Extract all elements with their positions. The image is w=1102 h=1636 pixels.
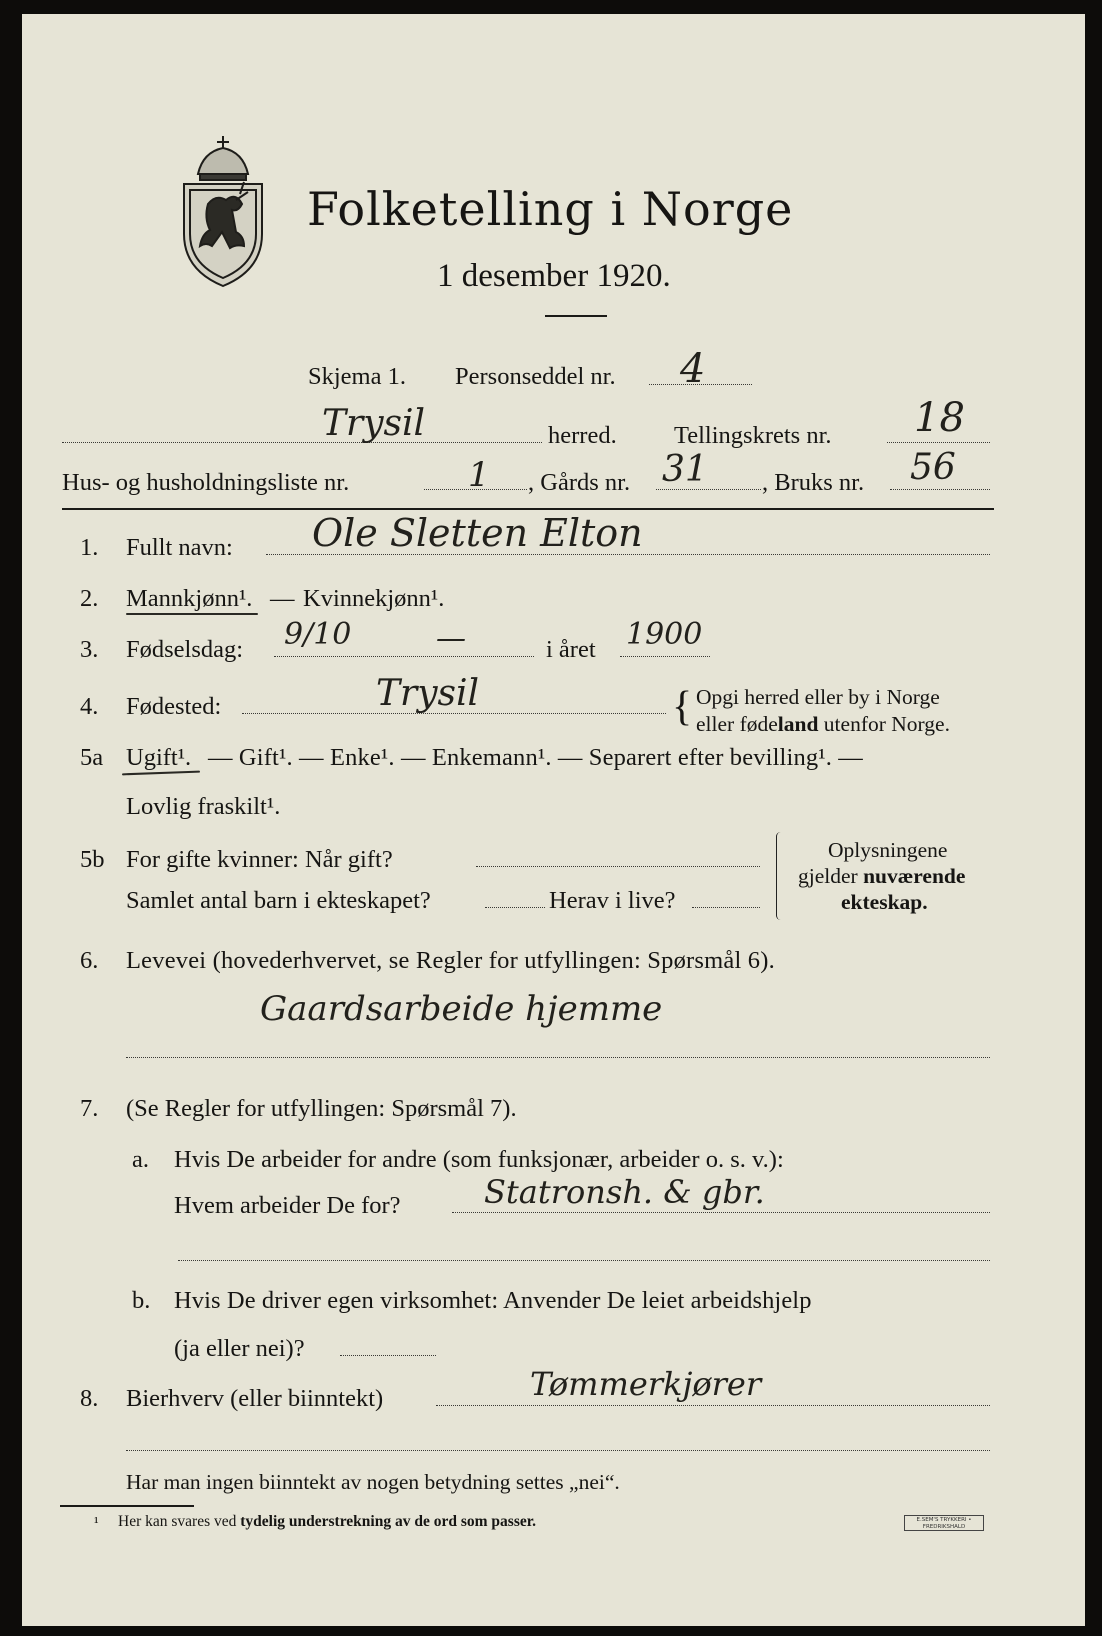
q5b-note-line2 xyxy=(798,866,965,888)
q8-number: 8. xyxy=(80,1385,99,1412)
q7b-line2: (ja eller nei)? xyxy=(174,1335,305,1362)
q7a-letter: a. xyxy=(132,1146,149,1173)
q5b-note-line3: ekteskap. xyxy=(841,890,928,914)
q7a-employer-line xyxy=(452,1212,990,1213)
q4-note-line2 xyxy=(696,714,950,736)
footnote-text-b: tydelig understrekning av de ord som passer. xyxy=(240,1513,537,1530)
birth-year-value[interactable]: 1900 xyxy=(626,617,703,652)
norwegian-coat-of-arms-icon xyxy=(178,134,268,290)
note-nei: Har man ingen biinntekt av nogen betydning settes „nei“. xyxy=(126,1470,620,1494)
gards-value[interactable]: 31 xyxy=(662,449,708,490)
q3-number: 3. xyxy=(80,636,99,663)
bruks-line xyxy=(890,489,990,490)
tellingskrets-label: Tellingskrets nr. xyxy=(674,422,832,449)
bruks-value[interactable]: 56 xyxy=(910,447,956,488)
q3-label: Fødselsdag: xyxy=(126,636,244,663)
personseddel-value[interactable]: 4 xyxy=(680,346,706,392)
herred-line xyxy=(62,442,542,443)
printer-mark: E.SEM'S TRYKKERI • FREDRIKSHALD xyxy=(904,1515,984,1531)
q4-number: 4. xyxy=(80,693,99,720)
q6-line xyxy=(126,1057,990,1058)
section-divider xyxy=(62,508,994,510)
option-kvinnekjonn[interactable]: Kvinnekjønn¹. xyxy=(303,585,445,612)
form-title: Folketelling i Norge xyxy=(307,182,794,236)
birthdate-dash: — xyxy=(436,621,466,656)
footnote-divider xyxy=(60,1505,194,1507)
full-name-value[interactable]: Ole Sletten Elton xyxy=(312,511,643,555)
q7a-employer-line2 xyxy=(178,1260,990,1261)
q8-line xyxy=(436,1405,990,1406)
option-lovlig-fraskilt[interactable]: Lovlig fraskilt¹. xyxy=(126,793,281,820)
footnote-text-a: Her kan svares ved xyxy=(118,1513,241,1530)
q5b-note-line1: Oplysningene xyxy=(828,838,948,862)
occupation-value[interactable]: Gaardsarbeide hjemme xyxy=(260,989,663,1029)
option-ugift[interactable]: Ugift¹. xyxy=(126,744,192,771)
q7b-letter: b. xyxy=(132,1287,151,1314)
q7-label: (Se Regler for utfyllingen: Spørsmål 7). xyxy=(126,1095,517,1122)
q1-label: Fullt navn: xyxy=(126,534,233,561)
q5b-living-line xyxy=(692,907,760,908)
q7b-line1: Hvis De driver egen virksomhet: Anvender De leiet arbeidshjelp xyxy=(174,1287,812,1314)
q7a-employer-label: Hvem arbeider De for? xyxy=(174,1192,401,1219)
census-date: 1 desember 1920. xyxy=(437,258,671,294)
q6-number: 6. xyxy=(80,947,99,974)
q2-number: 2. xyxy=(80,585,99,612)
q5b-note2-b: nuværende xyxy=(863,864,966,888)
gards-label: , Gårds nr. xyxy=(528,469,631,496)
bruks-label: , Bruks nr. xyxy=(762,469,865,496)
q5a-other-options[interactable]: — Gift¹. — Enke¹. — Enkemann¹. — Separert efter bevilling¹. — xyxy=(208,744,863,771)
q3-year-line xyxy=(620,656,710,657)
census-form-page xyxy=(22,14,1085,1626)
tellingskrets-line xyxy=(887,442,990,443)
q4-note-c: utenfor Norge. xyxy=(818,712,950,736)
q5b-number: 5b xyxy=(80,846,105,873)
tellingskrets-value[interactable]: 18 xyxy=(914,395,965,441)
husliste-label: Hus- og husholdningsliste nr. xyxy=(62,469,350,496)
q4-label: Fødested: xyxy=(126,693,222,720)
q4-note-line1: Opgi herred eller by i Norge xyxy=(696,685,940,709)
q5b-children-line xyxy=(485,907,545,908)
q5b-living-label: Herav i live? xyxy=(549,887,676,914)
footnote-mark: ¹ xyxy=(94,1514,99,1531)
herred-label: herred. xyxy=(548,422,617,449)
mannkjonn-underline xyxy=(126,613,258,615)
q7a-line1: Hvis De arbeider for andre (som funksjonær, arbeider o. s. v.): xyxy=(174,1146,784,1173)
q8-label: Bierhverv (eller biinntekt) xyxy=(126,1385,384,1412)
q8-line2 xyxy=(126,1450,990,1451)
q1-number: 1. xyxy=(80,534,99,561)
q5b-married-line xyxy=(476,866,760,867)
q3-line xyxy=(274,656,534,657)
q7-number: 7. xyxy=(80,1095,99,1122)
q3-aret-label: i året xyxy=(546,636,596,663)
herred-value[interactable]: Trysil xyxy=(322,403,426,444)
skjema-label: Skjema 1. xyxy=(308,363,406,390)
title-divider xyxy=(545,315,607,317)
husliste-value[interactable]: 1 xyxy=(468,455,490,495)
q5b-note2-a: gjelder xyxy=(798,864,864,888)
option-mannkjonn[interactable]: Mannkjønn¹. xyxy=(126,585,253,612)
q5b-children-label: Samlet antal barn i ekteskapet? xyxy=(126,887,431,914)
birthdate-value[interactable]: 9/10 xyxy=(284,617,352,652)
side-occupation-value[interactable]: Tømmerkjører xyxy=(530,1365,762,1403)
employer-value[interactable]: Statronsh. & gbr. xyxy=(484,1173,765,1211)
q4-brace: { xyxy=(672,684,693,730)
ugift-underline xyxy=(122,771,200,776)
q2-separator: — xyxy=(270,585,295,612)
q5b-label: For gifte kvinner: Når gift? xyxy=(126,846,393,873)
q4-note-b: land xyxy=(777,712,819,736)
q4-note-a: eller føde xyxy=(696,712,778,736)
q5a-number: 5a xyxy=(80,744,104,771)
footnote-text xyxy=(118,1514,536,1530)
q6-label: Levevei (hovederhvervet, se Regler for utfyllingen: Spørsmål 6). xyxy=(126,947,775,974)
q7b-answer-line xyxy=(340,1355,436,1356)
birthplace-value[interactable]: Trysil xyxy=(376,673,480,714)
q5b-brace xyxy=(776,832,785,920)
personseddel-label: Personseddel nr. xyxy=(455,363,616,390)
